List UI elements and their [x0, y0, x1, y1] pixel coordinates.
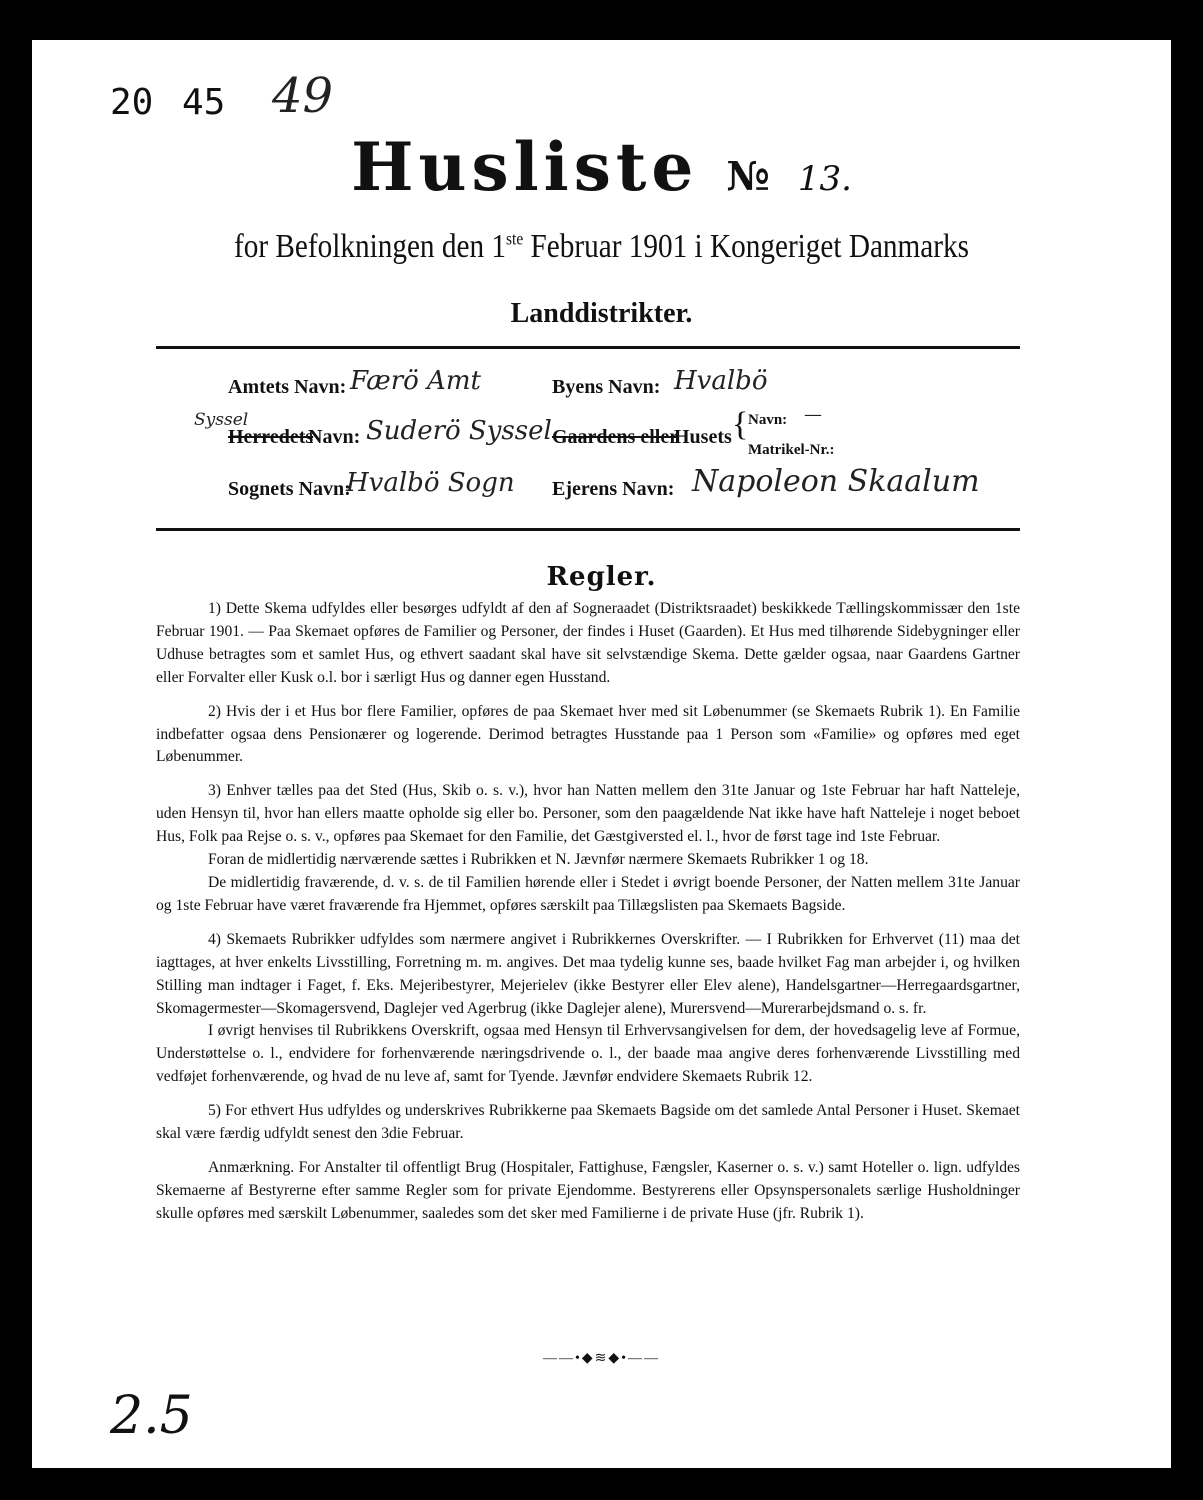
handwritten-folio-number: 49: [272, 68, 334, 124]
number-sign: №: [726, 153, 770, 200]
rule-paragraph: 3) Enhver tælles paa det Sted (Hus, Skib o. s. v.), hvor han Natten mellem den 31te Januar og 1ste Februar har haft Natteleje, uden Hensyn til, hvor han ellers maatte opholde sig eller bo. Personer, som den paagældende Nat ikke have haft Natteleje i noget beboet Hus, Folk paa Rejse o. s. v., opføres paa Skemaet for den Familie, det Gæstgiversted el. l., hvor de først tage ind 1ste Februar.: [156, 782, 1020, 846]
bottom-rule: [156, 528, 1020, 531]
herred-value: Suderö Syssel: [366, 416, 552, 446]
rule-paragraph: I øvrigt henvises til Rubrikkens Overskrift, ogsaa med Hensyn til Erhvervsangivelsen for dem, der hovedsagelig leve af Formue, Understøttelse o. l., endvidere for forhenværende næringsdrivende o. l., der baade maa angive deres forhenværende Livsstilling med vedføjet forhenværende, og hvad de nu leve af, samt for Tyende. Jævnfør endvidere Skemaets Rubrik 12.: [156, 1022, 1020, 1086]
rule-paragraph: De midlertidig fraværende, d. v. s. de til Familien hørende eller i Stedet i øvrigt boende Personer, der Natten mellem 31te Januar og 1ste Februar have været fraværende fra Hjemmet, opføres særskilt paa Tillægslisten paa Skemaets Bagside.: [156, 873, 1020, 914]
syssel-handwritten: Syssel: [194, 410, 249, 430]
rule-paragraph: 1) Dette Skema udfyldes eller besørges udfyldt af den af Sogneraadet (Distriktsraadet) beskikkede Tællingskommissær den 1ste Februar 1901. — Paa Skemaet opføres de Familier og Personer, der findes i Huset (Gaarden). Et Hus med tilhørende Sidebygninger eller Udhuse betragtes som et samlet Hus, og ethvert saadant skal have sit selvstændige Skema. Dette gælder ogsaa, naar Gaardens Gartner eller Forvalter eller Kusk o.l. bor i særligt Hus og danner egen Husstand.: [156, 600, 1020, 686]
amt-value: Færö Amt: [350, 366, 481, 396]
byen-label: Byens Navn:: [552, 376, 661, 398]
rules-heading: Regler.: [546, 562, 657, 592]
top-rule: [156, 346, 1020, 349]
census-page: [32, 40, 1171, 1468]
subtitle-part: for Befolkningen den 1: [233, 228, 507, 265]
stamp-number-left: 20: [110, 82, 154, 123]
rule-paragraph: 5) For ethvert Hus udfyldes og underskrives Rubrikkerne paa Skemaets Bagside om det samlede Antal Personer i Huset. Skemaet skal være færdig udfyldt senest den 3die Februar.: [156, 1102, 1020, 1143]
page-title: [32, 128, 1171, 206]
matrikel-label: Matrikel-Nr.:: [748, 442, 835, 458]
subtitle-part: Februar 1901 i Kongeriget Danmarks: [523, 228, 970, 265]
annotation-paragraph: Anmærkning. For Anstalter til offentligt Brug (Hospitaler, Fattighuse, Fængsler, Kaserner o. s. v.) samt Hoteller o. lign. udfyldes Skemaerne af Bestyrerne efter samme Regler som for private Ejendomme. Bestyrerens eller Opsynspersonalets særlige Husholdninger skulle opføres med særskilt Løbenummer, saaledes som det sker med Familierne i de private Huse (jfr. Rubrik 1).: [156, 1158, 1020, 1222]
rule-paragraph: Foran de midlertidig nærværende sættes i Rubrikken et N. Jævnfør nærmere Skemaets Rubrikker 1 og 18.: [208, 851, 869, 869]
husets-navn-label: Navn:: [748, 412, 788, 428]
subtitle: [112, 228, 1092, 266]
list-number: 13.: [797, 159, 852, 199]
stamp-number-mid: 45: [182, 82, 226, 123]
rule-paragraph: 4) Skemaets Rubrikker udfyldes som nærmere angivet i Rubrikkernes Overskrifter. — I Rubrikken for Erhvervet (11) maa det iagttages, at hver enkelts Livsstilling, Forretning m. m. angives. Det maa tydelig kunne ses, baade hvilket Fag man arbejder i, og hvilken Stilling man indtager i Faget, f. Eks. Mejeribestyrer, Mejerielev (ikke Bestyrer eller Elev alene), Handelsgartner—Herregaardsgartner, Skomagermester—Skomagersvend, Daglejer ved Agerbrug (ikke Daglejer alene), Murersvend—Murerarbejdsmand o. s. fr.: [156, 930, 1020, 1017]
ejer-label: Ejerens Navn:: [552, 478, 675, 500]
gaard-struck: Gaardens eller: [552, 426, 679, 448]
husets-label: Husets: [674, 426, 732, 448]
herred-struck: Herredets: [228, 426, 314, 448]
title-text: Husliste: [351, 128, 699, 206]
ornament-divider: ——•◆≋◆•——: [542, 1351, 661, 1366]
subtitle-superscript: ste: [506, 228, 524, 249]
district-heading: Landdistrikter.: [510, 298, 693, 329]
herred-label: Navn:: [308, 426, 361, 448]
byen-value: Hvalbö: [674, 366, 768, 396]
brace: {: [732, 406, 749, 443]
husets-navn-value: —: [804, 404, 822, 425]
sogn-value: Hvalbö Sogn: [346, 468, 515, 498]
ejer-value: Napoleon Skaalum: [692, 464, 980, 499]
rule-paragraph: 2) Hvis der i et Hus bor flere Familier, opføres de paa Skemaet hver med sit Løbenummer (se Skemaets Rubrik 1). En Familie indbefatter ogsaa dens Pensionærer og logerende. Derimod betragtes Husstande paa 1 Person som «Familie» og opføres med eget Løbenummer.: [156, 702, 1020, 766]
handwritten-corner-note: 2.5: [110, 1386, 193, 1446]
rules-text: [156, 598, 1020, 1226]
sogn-label: Sognets Navn:: [228, 478, 351, 500]
amt-label: Amtets Navn:: [228, 376, 347, 398]
